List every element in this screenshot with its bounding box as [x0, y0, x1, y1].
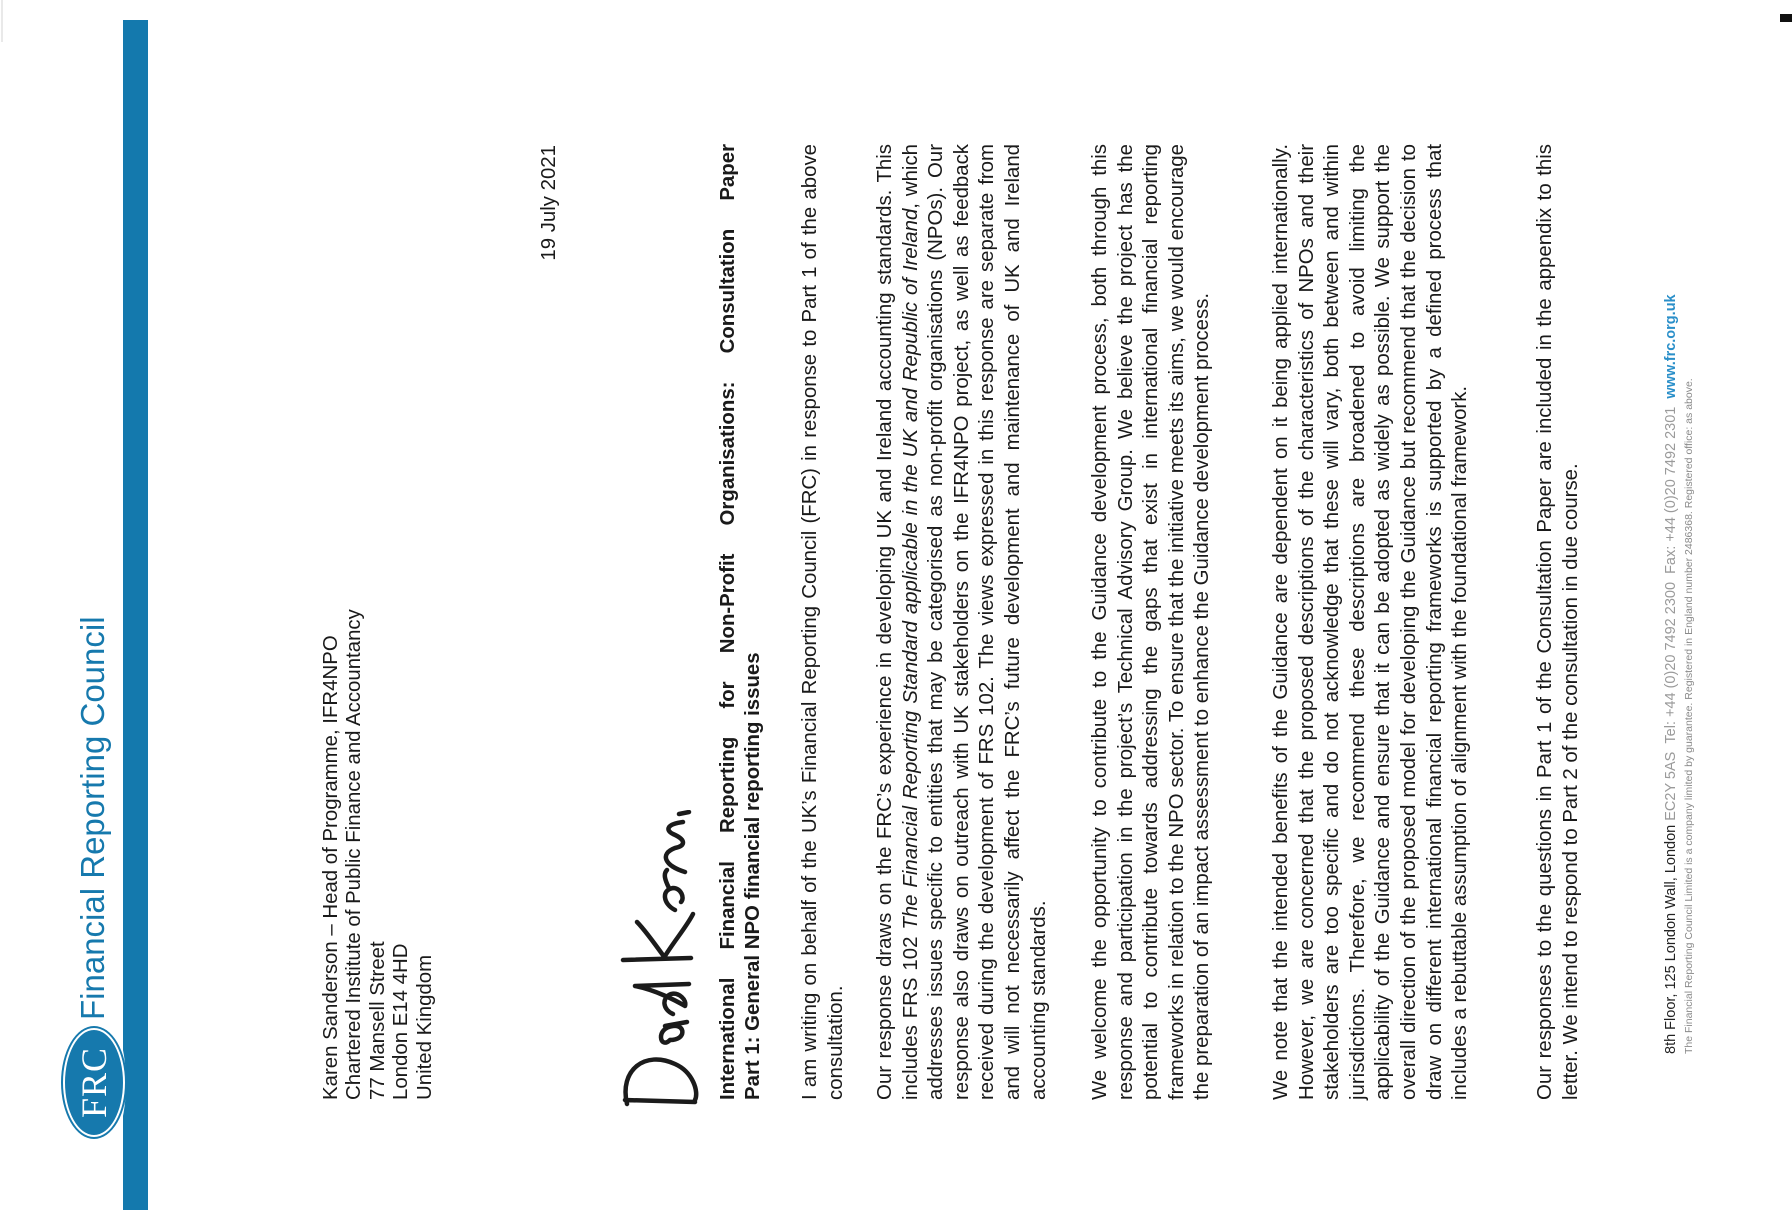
recipient-line: 77 Mansell Street — [366, 941, 389, 1100]
footer-website-link[interactable]: www.frc.org.uk — [1663, 294, 1679, 399]
paragraph-text: Our response draws on the FRC’s experience in developing UK and Ireland accounting standards. This includes FRS 102 — [874, 144, 922, 1100]
recipient-line: United Kingdom — [413, 954, 436, 1100]
letter-footer — [1663, 174, 1695, 1054]
paragraph-concerns: We note that the intended benefits of the Guidance are dependent on it being applied internationally. However, we are concerned that the proposed descriptions of the characteristics of NPOs and their stakeholders are too specific and do not acknowledge that these will vary, both between and within jurisdictions. Therefore, we recommend these descriptions are broadened to avoid limiting the applicability of the Guidance and ensure that it can be adopted as widely as possible. We support the overall direction of the proposed model for developing the Guidance but recommend that the decision to draw on different international financial reporting frameworks is supported by a defined process that includes a rebuttable assumption of alignment with the foundational framework. — [1270, 144, 1472, 1100]
paragraph-closing: Our responses to the questions in Part 1 of the Consultation Paper are included in the appendix to this letter. We intend to respond to Part 2 of the consultation in due course. — [1534, 144, 1582, 1100]
paragraph-experience — [873, 144, 1052, 1100]
letterhead-bar — [123, 20, 148, 1210]
scan-edge-mark — [1780, 14, 1792, 22]
footer-contact — [1663, 174, 1679, 1054]
recipient-address — [320, 609, 437, 1100]
organisation-name: Financial Reporting Council — [74, 616, 111, 1020]
heading-subtitle: Part 1: General NPO financial reporting issues — [742, 652, 764, 1100]
footer-address: 8th Floor, 125 London Wall, London — [1663, 824, 1679, 1054]
frc-logo — [63, 1028, 125, 1137]
footer-legal-company: The Financial Reporting Council Limited is a company limited by guarantee. — [1683, 702, 1695, 1054]
paragraph-welcome: We welcome the opportunity to contribute to the Guidance development process, both through this response and participation in the project’s Technical Advisory Group. We believe the project has the potential to contribute towards addressing the gaps that exist in international financial reporting frameworks in relation to the NPO sector. To ensure that the initiative meets its aims, we would encourage the preparation of an impact assessment to enhance the Guidance development process. — [1089, 144, 1214, 1100]
recipient-line: Karen Sanderson – Head of Programme, IFR4NPO — [320, 635, 342, 1100]
paragraph-intro: I am writing on behalf of the UK’s Financial Reporting Council (FRC) in response to Part 1 of the above consultation. — [799, 144, 847, 1100]
scan-artifact — [0, 0, 14, 1232]
handwritten-salutation — [615, 810, 705, 1110]
heading-title: International Financial Reporting for Non-Profit Organisations: Consultation Paper — [717, 144, 739, 1100]
footer-legal-registration: Registered in England number 2486368. Registered office: as above. — [1683, 378, 1695, 700]
logo-text: FRC — [74, 1046, 114, 1119]
letter-heading — [716, 144, 766, 1100]
footer-legal — [1683, 174, 1695, 1054]
footer-postcode: EC2Y 5AS — [1663, 751, 1679, 821]
letter-date: 19 July 2021 — [538, 145, 560, 261]
standard-title: The Financial Reporting Standard applicable in the UK and Republic of Ireland — [899, 208, 922, 930]
footer-tel: Tel: +44 (0)20 7492 2300 — [1663, 581, 1679, 744]
recipient-line: London E14 4HD — [390, 943, 413, 1100]
paragraph-text: , which addresses issues specific to entities that may be categorised as non-profit organisations (NPOs). Our response also draws on outreach with UK stakeholders on the IFR4NPO project, as well as feedback received during the development of FRS 102. The views expressed in this response are separate from and will not necessarily affect the FRC’s future development and maintenance of UK and Ireland accounting standards. — [899, 144, 1050, 1100]
recipient-line: Chartered Institute of Public Finance and Accountancy — [343, 609, 366, 1100]
footer-fax: Fax: +44 (0)20 7492 2301 — [1663, 406, 1679, 574]
